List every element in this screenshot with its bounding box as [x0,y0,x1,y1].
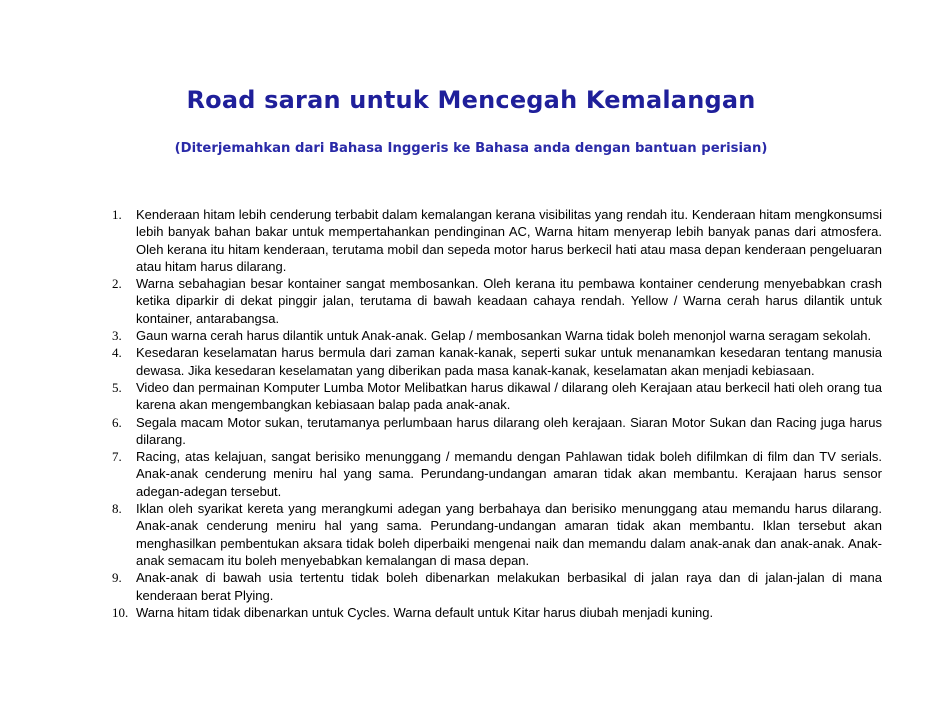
list-item-number: 2. [112,276,122,292]
list-item-number: 9. [112,570,122,586]
list-item [112,379,882,414]
list-item-number: 10. [112,604,129,620]
suggestion-list [112,206,882,621]
list-item [112,327,882,344]
list-item-text: Gaun warna cerah harus dilantik untuk Anak-anak. Gelap / membosankan Warna tidak boleh menonjol warna seragam sekolah. [136,328,872,344]
list-item [112,414,882,449]
list-item [112,275,882,327]
list-item-text: Segala macam Motor sukan, terutamanya perlumbaan harus dilarang oleh kerajaan. Siaran Motor Sukan dan Racing juga harus dilarang. [136,414,882,447]
list-item-text: Kenderaan hitam lebih cenderung terbabit dalam kemalangan kerana visibilitas yang rendah itu. Kenderaan hitam mengkonsumsi lebih banyak bahan bakar untuk mempertahankan pendinginan AC, Warna hitam menyerap lebih banyak panas dari atmosfera. Oleh kerana itu hitam kenderaan, terutama mobil dan sepeda motor harus berkecil hati atau masa depan kenderaan pengeluaran atau hitam harus dilarang. [136,207,882,274]
list-item [112,500,882,569]
list-item-number: 3. [112,328,122,344]
list-item [112,344,882,379]
list-item [112,206,882,275]
list-item [112,448,882,500]
list-item-number: 7. [112,449,122,465]
list-item [112,604,882,621]
list-item-text: Warna hitam tidak dibenarkan untuk Cycles. Warna default untuk Kitar harus diubah menjadi kuning. [136,604,714,620]
list-item-number: 5. [112,379,122,395]
list-item-text: Iklan oleh syarikat kereta yang merangkumi adegan yang berbahaya dan berisiko menunggang atau memandu harus dilarang. Anak-anak cenderung meniru hal yang sama. Perundang-undangan amaran tidak akan membantu. Iklan tersebut akan menghasilkan pembentukan aksara tidak boleh diperbaiki mengenai naik dan memandu dalam anak-anak dan anak-anak. Anak-anak semacam itu boleh menyebabkan kemalangan di masa depan. [136,501,882,568]
document-subtitle: (Diterjemahkan dari Bahasa Inggeris ke Bahasa anda dengan bantuan perisian) [174,141,768,156]
list-item [112,569,882,604]
list-item-number: 8. [112,501,122,517]
list-item-text: Kesedaran keselamatan harus bermula dari zaman kanak-kanak, seperti sukar untuk menanamkan kesedaran tentang manusia dewasa. Jika kesedaran keselamatan yang diberikan pada masa kanak-kanak, keselamatan akan menjadi kebiasaan. [136,345,882,378]
list-item-text: Racing, atas kelajuan, sangat berisiko menunggang / memandu dengan Pahlawan tidak boleh difilmkan di film dan TV serials. Anak-anak cenderung meniru hal yang sama. Perundang-undangan amaran tidak akan membantu. Kerajaan harus sensor adegan-adegan tersebut. [136,449,882,499]
list-item-number: 4. [112,345,122,361]
list-item-text: Anak-anak di bawah usia tertentu tidak boleh dibenarkan melakukan berbasikal di jalan raya dan di jalan-jalan di mana kenderaan berat Plying. [136,570,882,603]
list-item-number: 6. [112,414,122,430]
list-item-number: 1. [112,207,122,222]
list-item-text: Warna sebahagian besar kontainer sangat membosankan. Oleh kerana itu pembawa kontainer cenderung menyebabkan crash ketika diparkir di dekat pinggir jalan, terutama di bawah keadaan cahaya rendah. Yellow / Warna cerah harus dilantik untuk kontainer, antarabangsa. [136,276,882,326]
document-title: Road saran untuk Mencegah Kemalangan [186,86,756,114]
list-item-text: Video dan permainan Komputer Lumba Motor Melibatkan harus dikawal / dilarang oleh Kerajaan atau berkecil hati oleh orang tua karena akan mengembangkan kebiasaan balap pada anak-anak. [136,379,882,413]
